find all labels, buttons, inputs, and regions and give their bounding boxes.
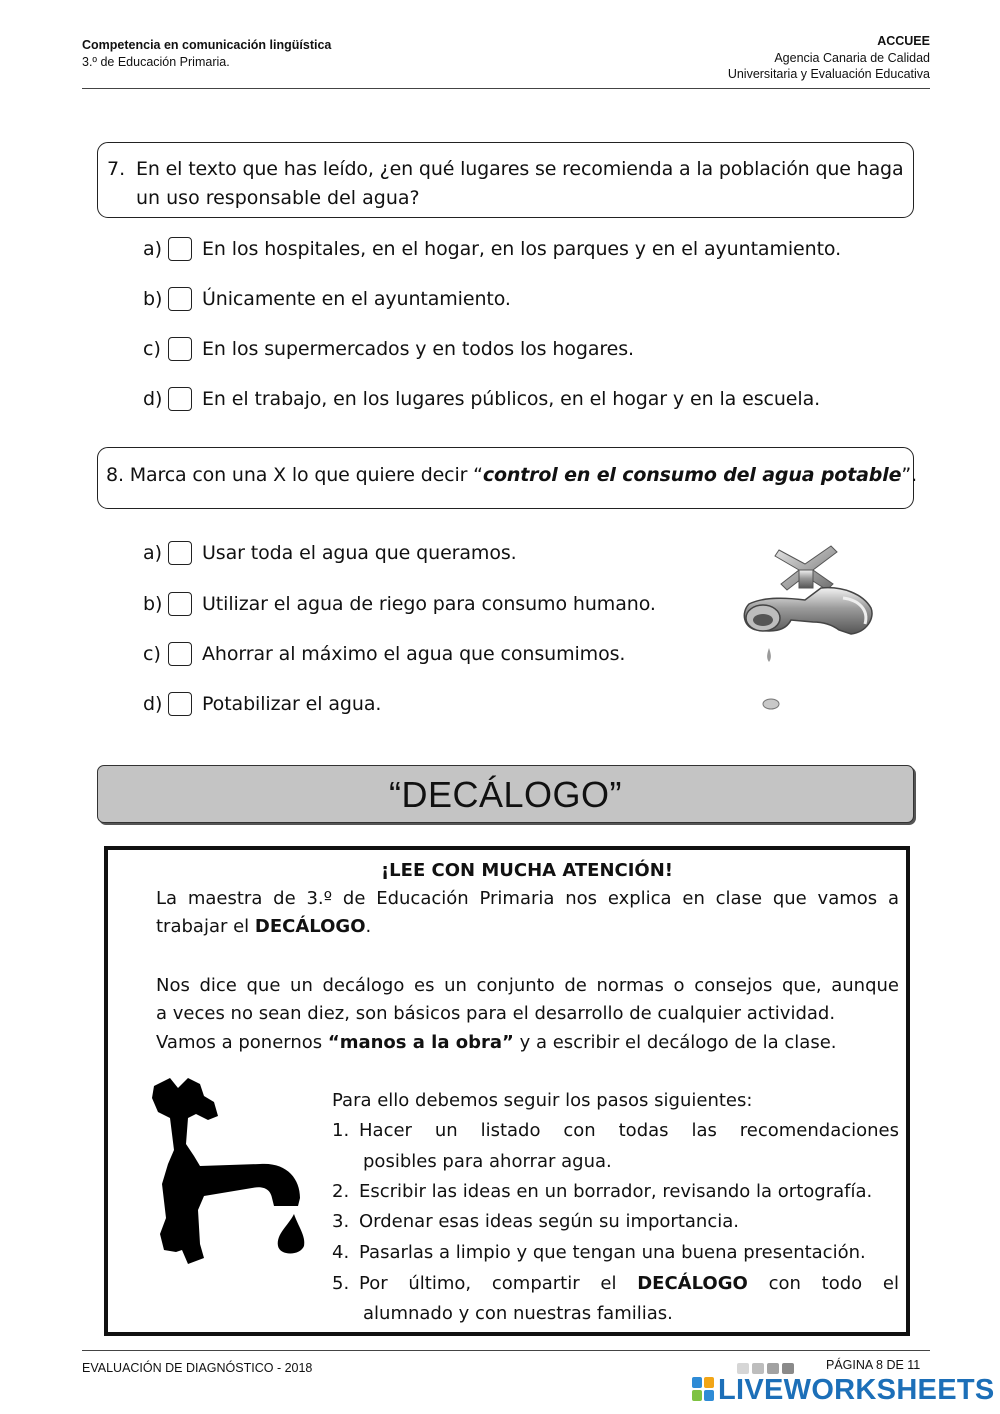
paragraph-2-line-3 bbox=[156, 1032, 837, 1053]
header-grade: 3.º de Educación Primaria. bbox=[82, 55, 230, 69]
header-org-short: ACCUEE bbox=[877, 34, 930, 48]
header-org-line1: Agencia Canaria de Calidad bbox=[774, 50, 930, 65]
step-3-number: 3. bbox=[332, 1211, 350, 1232]
q8-option-b-checkbox[interactable] bbox=[168, 592, 192, 616]
step-3-text: Ordenar esas ideas según su importancia. bbox=[359, 1211, 739, 1232]
s5-line1-bold: DECÁLOGO bbox=[637, 1273, 748, 1294]
dripping-faucet-icon bbox=[735, 540, 880, 715]
paragraph-1-line-2 bbox=[156, 916, 371, 937]
header-org-line2: Universitaria y Evaluación Educativa bbox=[727, 67, 930, 81]
option-letter: b) bbox=[143, 288, 163, 310]
question-7-text-line2: un uso responsable del agua? bbox=[136, 187, 420, 209]
decalogo-banner bbox=[97, 765, 914, 823]
step-5-number: 5. bbox=[332, 1273, 350, 1294]
footer-page-number: PÁGINA 8 DE 11 bbox=[826, 1358, 921, 1372]
option-text: Usar toda el agua que queramos. bbox=[202, 542, 517, 564]
step-5-line-1 bbox=[359, 1273, 899, 1294]
q7-option-d-checkbox[interactable] bbox=[168, 387, 192, 411]
option-letter: a) bbox=[143, 238, 163, 260]
q7-option-c-checkbox[interactable] bbox=[168, 337, 192, 361]
option-text: Potabilizar el agua. bbox=[202, 693, 382, 715]
p2-line3-bold: “manos a la obra” bbox=[327, 1032, 514, 1053]
header-subject: Competencia en comunicación lingüística bbox=[82, 38, 332, 52]
p1-line2-post: . bbox=[365, 916, 372, 937]
step-1-line-2: posibles para ahorrar agua. bbox=[363, 1151, 612, 1172]
faucet-silhouette-icon bbox=[148, 1074, 316, 1284]
q7-option-b-checkbox[interactable] bbox=[168, 287, 192, 311]
footer-divider bbox=[82, 1350, 930, 1351]
s5-line1-post: con todo el bbox=[747, 1273, 899, 1294]
q8-option-d-checkbox[interactable] bbox=[168, 692, 192, 716]
option-letter: c) bbox=[143, 643, 161, 665]
step-4-number: 4. bbox=[332, 1242, 350, 1263]
question-8-text bbox=[106, 464, 917, 486]
option-text: Ahorrar al máximo el agua que consumimos. bbox=[202, 643, 626, 665]
option-letter: b) bbox=[143, 593, 163, 615]
step-2-number: 2. bbox=[332, 1181, 350, 1202]
q8-option-c-checkbox[interactable] bbox=[168, 642, 192, 666]
question-7-number: 7. bbox=[107, 158, 126, 180]
steps-intro: Para ello debemos seguir los pasos siguientes: bbox=[332, 1090, 753, 1111]
option-text: Utilizar el agua de riego para consumo humano. bbox=[202, 593, 656, 615]
q8-option-a-checkbox[interactable] bbox=[168, 541, 192, 565]
header-organization bbox=[728, 33, 930, 83]
p2-line3-pre: Vamos a ponernos bbox=[156, 1032, 328, 1053]
step-5-line-2: alumnado y con nuestras familias. bbox=[363, 1303, 673, 1324]
step-2-text: Escribir las ideas en un borrador, revisando la ortografía. bbox=[359, 1181, 873, 1202]
option-letter: a) bbox=[143, 542, 163, 564]
liveworksheets-wordmark: LIVEWORKSHEETS bbox=[718, 1374, 995, 1406]
question-7-box bbox=[97, 142, 914, 218]
s5-line1-pre: Por último, compartir el bbox=[359, 1273, 638, 1294]
header-divider bbox=[82, 88, 930, 89]
option-text: En los hospitales, en el hogar, en los parques y en el ayuntamiento. bbox=[202, 238, 842, 260]
p2-line3-post: y a escribir el decálogo de la clase. bbox=[513, 1032, 837, 1053]
liveworksheets-grid-icon bbox=[692, 1377, 716, 1403]
reading-title: ¡LEE CON MUCHA ATENCIÓN! bbox=[380, 860, 674, 881]
option-text: Únicamente en el ayuntamiento. bbox=[202, 288, 511, 310]
question-8-suffix: ”. bbox=[901, 464, 917, 486]
decalogo-title: “DECÁLOGO” bbox=[388, 774, 623, 815]
question-7-text-line1: En el texto que has leído, ¿en qué lugares se recomienda a la población que haga bbox=[136, 158, 904, 180]
p1-line2-pre: trabajar el bbox=[156, 916, 255, 937]
step-1-line-1: Hacer un listado con todas las recomendaciones bbox=[359, 1120, 899, 1141]
paragraph-2-line-2: a veces no sean diez, son básicos para el desarrollo de cualquier actividad. bbox=[156, 1003, 836, 1024]
option-letter: d) bbox=[143, 388, 163, 410]
option-letter: c) bbox=[143, 338, 161, 360]
p1-line2-bold: DECÁLOGO bbox=[254, 916, 366, 937]
step-1-number: 1. bbox=[332, 1120, 350, 1141]
q7-option-a-checkbox[interactable] bbox=[168, 237, 192, 261]
option-text: En los supermercados y en todos los hogares. bbox=[202, 338, 634, 360]
footer-evaluation: EVALUACIÓN DE DIAGNÓSTICO - 2018 bbox=[82, 1361, 313, 1375]
paragraph-1-line-1: La maestra de 3.º de Educación Primaria nos explica en clase que vamos a bbox=[156, 888, 899, 909]
step-4-text: Pasarlas a limpio y que tengan una buena presentación. bbox=[359, 1242, 866, 1263]
question-8-box bbox=[97, 447, 917, 509]
option-text: En el trabajo, en los lugares públicos, en el hogar y en la escuela. bbox=[202, 388, 821, 410]
paragraph-2-line-1: Nos dice que un decálogo es un conjunto de normas o consejos que, aunque bbox=[156, 975, 899, 996]
question-8-emphasis: control en el consumo del agua potable bbox=[482, 464, 902, 486]
option-letter: d) bbox=[143, 693, 163, 715]
question-8-prefix: 8. Marca con una X lo que quiere decir “ bbox=[106, 464, 483, 486]
